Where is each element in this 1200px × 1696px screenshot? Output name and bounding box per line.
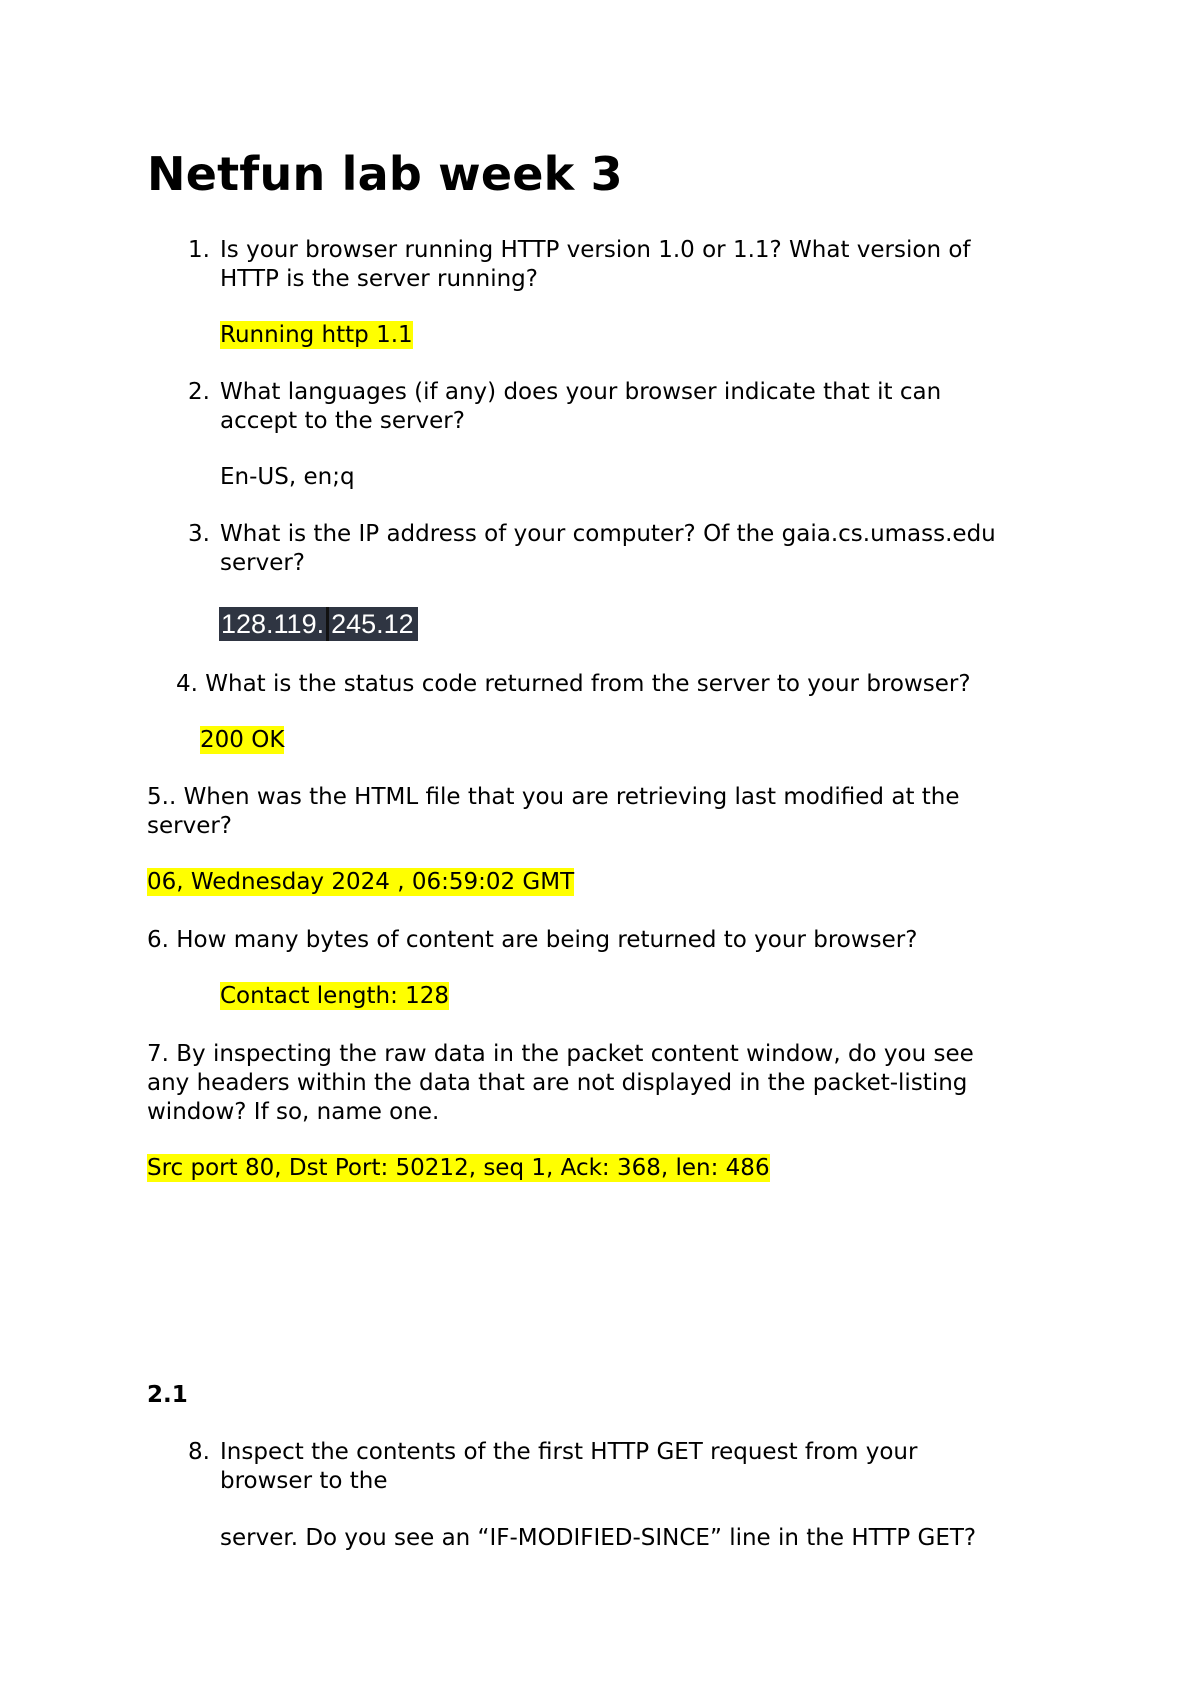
question-1-number: 1.	[188, 237, 210, 263]
question-7-line-2: any headers within the data that are not displayed in the packet-listing	[147, 1070, 968, 1096]
answer-6: Contact length: 128	[220, 983, 450, 1009]
answer-2: En-US, en;q	[220, 464, 355, 490]
question-6: 6. How many bytes of content are being returned to your browser?	[147, 927, 918, 953]
answer-4: 200 OK	[200, 727, 285, 753]
question-1-line-1: Is your browser running HTTP version 1.0 or 1.1? What version of	[220, 237, 971, 263]
section-heading: 2.1	[147, 1382, 188, 1408]
question-5-line-2: server?	[147, 813, 233, 839]
question-3-number: 3.	[188, 521, 210, 547]
question-3-line-2: server?	[220, 550, 306, 576]
answer-5: 06, Wednesday 2024 , 06:59:02 GMT	[147, 869, 575, 895]
answer-3-ip-screenshot	[219, 607, 418, 641]
question-2-line-1: What languages (if any) does your browser indicate that it can	[220, 379, 942, 405]
question-2-number: 2.	[188, 379, 210, 405]
answer-7: Src port 80, Dst Port: 50212, seq 1, Ack: 368, len: 486	[147, 1155, 770, 1181]
question-8-continuation: server. Do you see an “IF-MODIFIED-SINCE” line in the HTTP GET?	[220, 1525, 977, 1551]
question-1-line-2: HTTP is the server running?	[220, 266, 538, 292]
answer-3-ip-part-1: 128.119.	[221, 609, 325, 639]
question-7-line-3: window? If so, name one.	[147, 1099, 440, 1125]
question-8-line-1: Inspect the contents of the first HTTP GET request from your	[220, 1439, 918, 1465]
question-7-line-1: 7. By inspecting the raw data in the packet content window, do you see	[147, 1041, 974, 1067]
question-4: 4. What is the status code returned from the server to your browser?	[176, 671, 971, 697]
ip-separator	[326, 607, 329, 641]
answer-3-ip-part-2: 245.12	[331, 609, 414, 639]
question-2-line-2: accept to the server?	[220, 408, 465, 434]
question-3-line-1: What is the IP address of your computer? Of the gaia.cs.umass.edu	[220, 521, 996, 547]
question-8-number: 8.	[188, 1439, 210, 1465]
page-title: Netfun lab week 3	[147, 147, 623, 201]
question-5-line-1: 5.. When was the HTML file that you are retrieving last modified at the	[147, 784, 960, 810]
answer-1: Running http 1.1	[220, 322, 413, 348]
question-8-line-2: browser to the	[220, 1468, 388, 1494]
